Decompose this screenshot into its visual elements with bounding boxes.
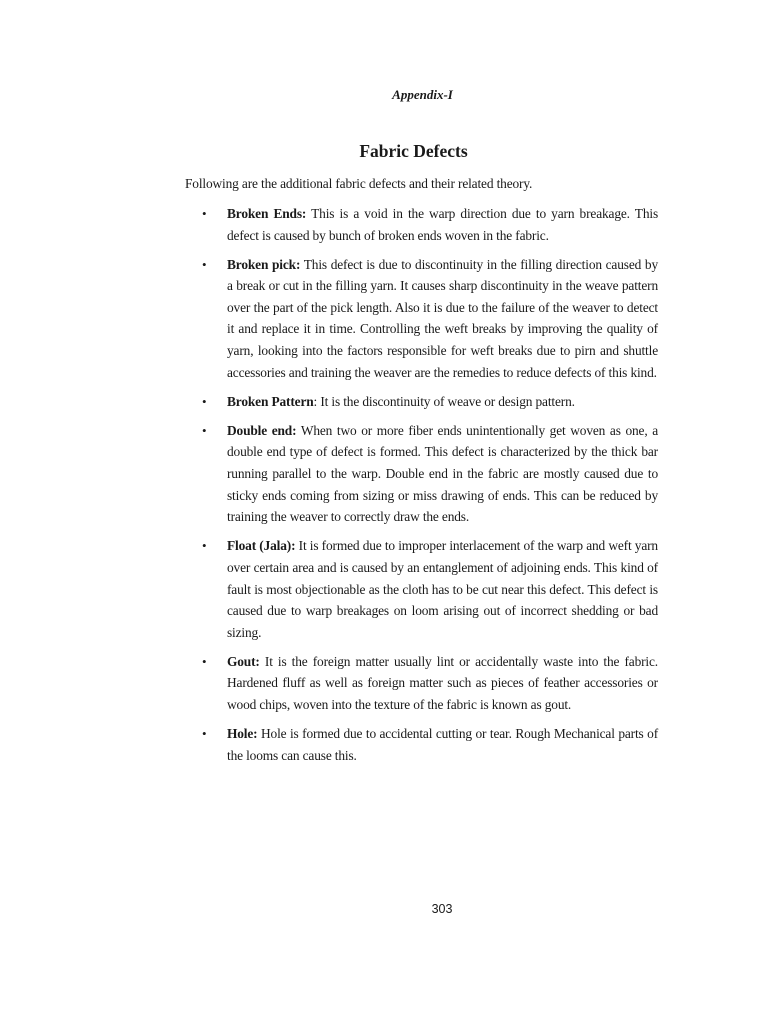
page-title: Fabric Defects — [359, 141, 468, 161]
defect-term: Broken Ends: — [227, 206, 307, 221]
bullet-icon: • — [202, 653, 207, 669]
defect-description: When two or more fiber ends unintentionally get woven as one, a double end type of defect is formed. This defect is characterized by the thick bar running parallel to the warp. Double end in the fabric are mostly caused due to sticky ends coming from sizing or miss drawing of ends. This can be reduced by training the weaver to correctly draw the ends. — [227, 422, 658, 525]
defect-description: This is a void in the warp direction due to yarn breakage. This defect is caused by bunch of broken ends woven in the fabric. — [227, 206, 659, 243]
defect-term: Gout: — [227, 653, 260, 669]
bullet-icon: • — [202, 538, 207, 554]
defect-description: It is the foreign matter usually lint or accidentally waste into the fabric. Hardened fluff as well as foreign matter such as pieces of feather accessories or wood chips, woven into the texture of the fabric is known as gout. — [227, 653, 658, 712]
bullet-icon: • — [202, 393, 207, 409]
defect-term: Broken Pattern — [227, 393, 314, 409]
defect-description: This defect is due to discontinuity in the filling direction caused by a break or cut in the filling yarn. It causes sharp discontinuity in the weave pattern over the part of the pick length. Also it is due to the failure of the weaver to detect it and replace it in time. Controlling the weft breaks by improving the quality of yarn, looking into the factors responsible for weft breaks due to pirn and shuttle accessories and training the weaver are the remedies to reduce defects of this kind. — [227, 256, 658, 380]
defect-term: Double end: — [227, 422, 297, 438]
defect-description: : It is the discontinuity of weave or design pattern. — [313, 393, 575, 409]
page-number: 303 — [431, 902, 453, 916]
defect-list — [202, 203, 658, 774]
defect-item-broken-pick — [202, 254, 658, 384]
defect-term: Float (Jala): — [227, 538, 296, 554]
defect-item-broken-pattern — [202, 391, 658, 413]
bullet-icon: • — [202, 422, 207, 438]
defect-item-double-end — [202, 420, 658, 528]
defect-term: Broken pick: — [227, 256, 301, 272]
appendix-label: Appendix-I — [392, 87, 453, 102]
defect-item-broken-ends — [202, 203, 658, 246]
defect-description: Hole is formed due to accidental cutting or tear. Rough Mechanical parts of the looms can cause this. — [227, 726, 658, 763]
defect-item-gout — [202, 651, 658, 716]
defect-item-hole — [202, 723, 658, 766]
intro-paragraph: Following are the additional fabric defects and their related theory. — [185, 176, 533, 191]
defect-description: It is formed due to improper interlacement of the warp and weft yarn over certain area and is caused by an entanglement of adjoining ends. This kind of fault is most objectionable as the cloth has to be cut near this defect. This defect is caused due to warp breakages on loom arising out of incorrect shedding or bad sizing. — [227, 538, 658, 640]
defect-term: Hole: — [227, 726, 258, 742]
bullet-icon: • — [202, 726, 207, 742]
bullet-icon: • — [202, 256, 207, 272]
defect-item-float — [202, 535, 658, 643]
bullet-icon: • — [202, 206, 207, 221]
